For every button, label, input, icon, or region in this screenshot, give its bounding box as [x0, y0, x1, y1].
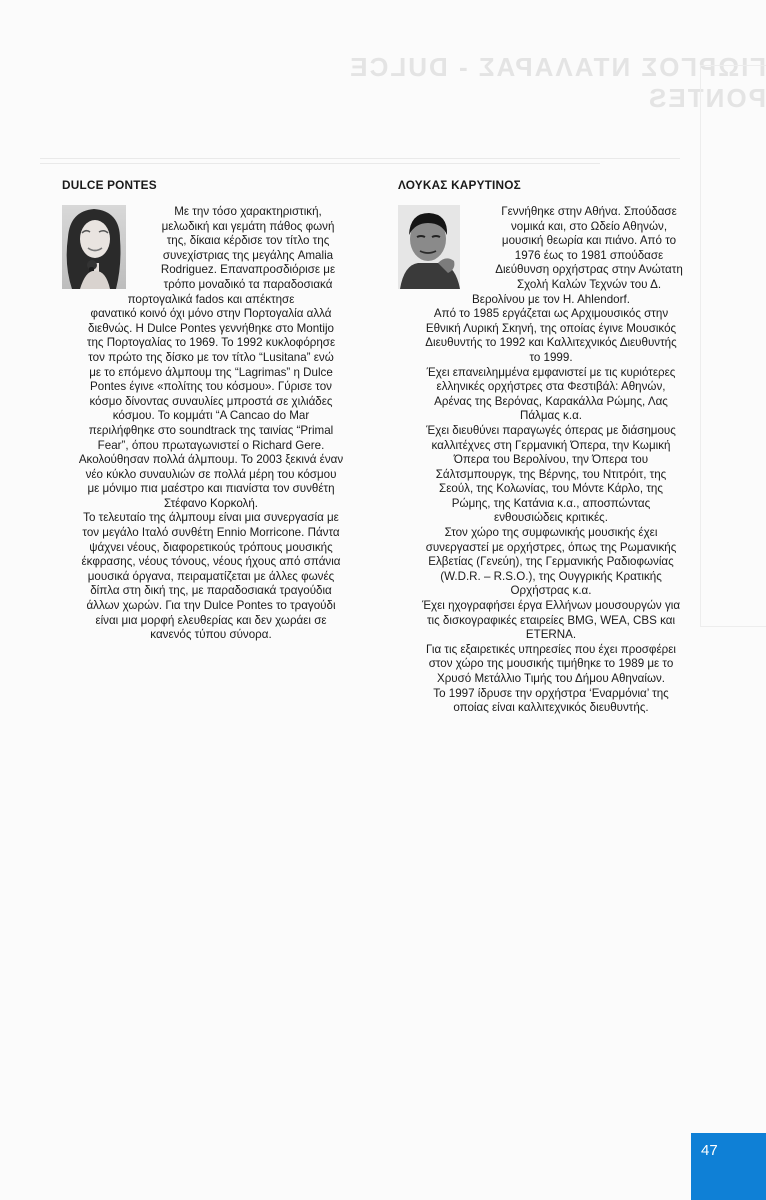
- loukas-karytinos-bio-paragraph: Έχει ηχογραφήσει έργα Ελλήνων μουσουργών για τις δισκογραφικές εταιρείες BMG, WEA, CBS και ETERNA.: [421, 599, 681, 642]
- ghost-rule: [40, 163, 600, 164]
- dulce-pontes-heading: DULCE PONTES: [62, 178, 157, 192]
- loukas-karytinos-bio-paragraph: Έχει διευθύνει παραγωγές όπερας με διάσημους καλλιτέχνες στη Γερμανική Όπερα, την Κωμική Όπερα του Βερολίνου, την Όπερα του Σάλτσμπουργκ, της Βέρνης, του Ντιτρόιτ, της Σεούλ, της Κολωνίας, του Μόντε Κάρλο, της Ρώμης, της Κατάνια κ.α., αποσπώντας ενθουσιώδεις κριτικές.: [426, 423, 676, 525]
- dulce-pontes-bio-paragraph: Το τελευταίο της άλμπουμ είναι μια συνεργασία με τον μεγάλο Ιταλό συνθέτη Ennio Morricone. Πάντα ψάχνει νέους, διαφορετικούς τρόπους μουσικής έκφρασης, νέους τόνους, νέους ήχους από σπάνια μουσικά όργανα, πειραματίζεται με άλλες φωνές δίπλα στη δική της, με παραδοσιακά τραγούδια άλλων χωρών. Για την Dulce Pontes το τραγούδι είναι μια μορφή ελευθερίας και δεν χωράει σε κανενός τύπου σύνορα.: [81, 511, 341, 642]
- ghost-title-showthrough: ΓΙΩΡΓΟΣ ΝΤΑΛΑΡΑΣ - DULCE PONTES: [348, 52, 766, 113]
- page-number-tab: [691, 1133, 766, 1200]
- dulce-pontes-bio-paragraph: Με την τόσο χαρακτηριστική, μελωδική και γεμάτη πάθος φωνή της, δίκαια κέρδισε τον τίτλο της συνεχίστριας της μεγάλης Amalia Rodriguez. Επαναπροσδιόρισε με τρόπο μοναδικό τα παραδοσιακά πορτογαλικά fados και απέκτησε φανατικό κοινό όχι μόνο στην Πορτογαλία αλλά διεθνώς. Η Dulce Pontes γεννήθηκε στο Montijo της Πορτογαλίας το 1969. Το 1992 κυκλοφόρησε τον πρώτο της δίσκο με τον τίτλο “Lusitana” ενώ με το επόμενο άλμπουμ της “Lagrimas” η Dulce Pontes έγινε «πολίτης του κόσμου». Γύρισε τον κόσμο δίνοντας συναυλίες μπροστά σε χιλιάδες κόσμου. Το κομμάτι “A Cancao do Mar περιλήφθηκε στο soundtrack της ταινίας “Primal Fear”, όπου πρωταγωνιστεί ο Richard Gere. Ακολούθησαν πολλά άλμπουμ. Το 2003 ξεκινά έναν νέο κύκλο συναυλιών σε πολλά μέρη του κόσμου με μόνιμο πια μαέστρο και πιανίστα τον συνθέτη Στέφανο Κορκολή.: [78, 205, 344, 510]
- loukas-karytinos-heading: ΛΟΥΚΑΣ ΚΑΡΥΤΙΝΟΣ: [398, 178, 521, 192]
- loukas-karytinos-bio-paragraph: Γεννήθηκε στην Αθήνα. Σπούδασε νομικά και, στο Ωδείο Αθηνών, μουσική θεωρία και πιάνο. Από το 1976 έως το 1981 σπούδασε Διεύθυνση ορχήστρας στην Ανώτατη Σχολή Καλών Τεχνών του Δ. Βερολίνου με τον H. Ahlendorf. Από το 1985 εργάζεται ως Αρχιμουσικός στην Εθνική Λυρική Σκηνή, της οποίας έγινε Μουσικός Διευθυντής το 1992 και Καλλιτεχνικός Διευθυντής το 1999.: [425, 205, 683, 364]
- dulce-pontes-photo-icon: [62, 205, 126, 289]
- page-number: 47: [701, 1142, 718, 1159]
- loukas-karytinos-bio-paragraph: Για τις εξαιρετικές υπηρεσίες που έχει προσφέρει στον χώρο της μουσικής τιμήθηκε το 1989 με το Χρυσό Μετάλλιο Τιμής του Δήμου Αθηναίων.: [426, 642, 676, 685]
- loukas-karytinos-photo-icon: [398, 205, 460, 289]
- dulce-pontes-column: [62, 178, 360, 643]
- loukas-karytinos-bio-paragraph: Στον χώρο της συμφωνικής μουσικής έχει συνεργαστεί με ορχήστρες, όπως της Ρωμανικής Ελβετίας (Γενεύη), της Γερμανικής Ραδιοφωνίας (W.D.R. – R.S.O.), της Ουγγρικής Κρατικής Ορχήστρας κ.α.: [425, 526, 677, 598]
- loukas-karytinos-bio-paragraph: Το 1997 ίδρυσε την ορχήστρα ‘Εναρμόνια’ της οποίας είναι καλλιτεχνικός διευθυντής.: [433, 686, 669, 715]
- ghost-rule: [40, 158, 680, 159]
- ghost-box: [700, 65, 766, 627]
- loukas-karytinos-bio-paragraph: Έχει επανειλημμένα εμφανιστεί με τις κυριότερες ελληνικές ορχήστρες στα Φεστιβάλ: Αθηνών, Αρένας της Βερόνας, Καρακάλλα Ρώμης, Λας Πάλμας κ.α.: [426, 365, 676, 423]
- loukas-karytinos-column: [398, 178, 704, 716]
